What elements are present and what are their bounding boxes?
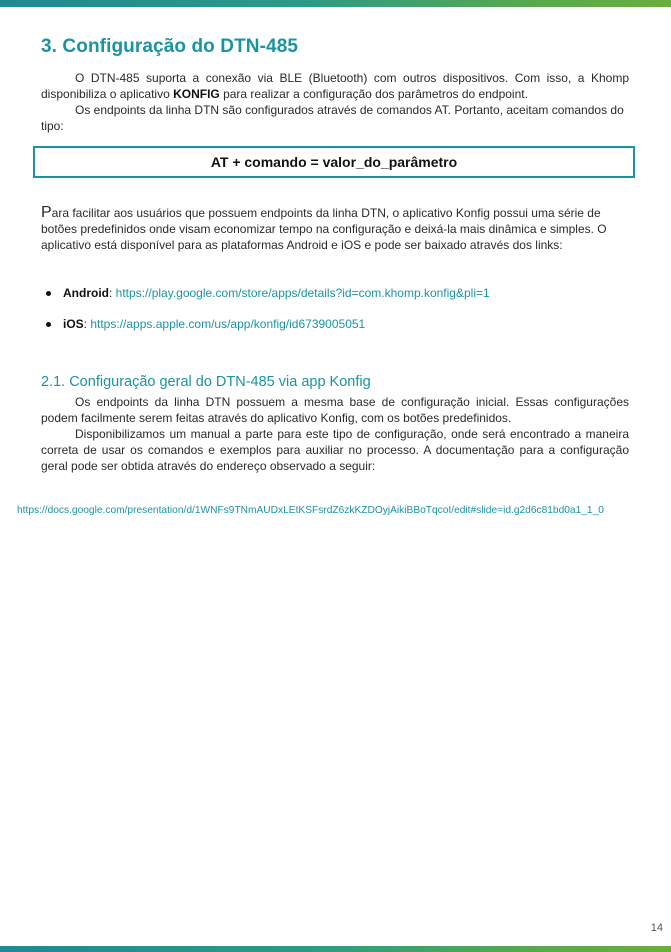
- paragraph-ble-text-start: O DTN-485 suporta a conexão via BLE (Bluetooth) com outros dispositivos. Com isso, a Khomp disponibiliza o aplicativo: [41, 71, 629, 101]
- section-intro: [41, 36, 629, 134]
- paragraph-at-commands: Os endpoints da linha DTN são configurados através de comandos AT. Portanto, aceitam comandos do tipo:: [41, 103, 624, 133]
- bullet-icon: [46, 291, 51, 296]
- paragraph-ble-text-end: para realizar a configuração dos parâmetros do endpoint.: [219, 87, 528, 101]
- intro-first-letter: P: [41, 204, 52, 221]
- at-command-box: [33, 146, 635, 178]
- bullet-icon: [46, 322, 51, 327]
- paragraph-base-config: Os endpoints da linha DTN possuem a mesma base de configuração inicial. Essas configurações podem facilmente serem feitas através do aplicativo Konfig, com os botões predefinidos.: [41, 395, 629, 425]
- list-item-ios: [41, 316, 631, 332]
- konfig-app-name: KONFIG: [173, 87, 220, 101]
- bottom-gradient-bar: [0, 946, 671, 952]
- list-item-android: [41, 285, 631, 301]
- page-number: 14: [650, 922, 663, 934]
- top-gradient-bar: [0, 0, 671, 7]
- intro-text: ara facilitar aos usuários que possuem endpoints da linha DTN, o aplicativo Konfig possui uma série de botões predefinidos onde visam economizar tempo na configuração e deixá-la mais dinâmica e simples. O aplicativo está disponível para as plataformas Android e iOS e pode ser baixado através dos links:: [41, 206, 607, 252]
- paragraph-konfig-intro: [41, 205, 622, 253]
- subsection-general-config: [41, 374, 629, 474]
- android-store-link[interactable]: https://play.google.com/store/apps/details?id=com.khomp.konfig&pli=1: [115, 286, 490, 300]
- ios-separator: :: [83, 317, 91, 331]
- paragraph-ble: [41, 70, 629, 102]
- at-command-syntax: AT + comando = valor_do_parâmetro: [210, 154, 458, 170]
- ios-store-link[interactable]: https://apps.apple.com/us/app/konfig/id6739005051: [90, 317, 366, 331]
- subsection-title: 2.1. Configuração geral do DTN-485 via app Konfig: [41, 374, 371, 390]
- download-links-list: [41, 285, 631, 332]
- paragraph-manual: Disponibilizamos um manual a parte para este tipo de configuração, onde será encontrado a maneira correta de usar os comandos e exemplos para auxiliar no processo. A documentação para a configuração geral pode ser obtida através do endereço observado a seguir:: [41, 427, 629, 473]
- ios-label: iOS: [63, 317, 84, 331]
- android-separator: :: [109, 286, 116, 300]
- android-label: Android: [63, 286, 109, 300]
- documentation-link[interactable]: https://docs.google.com/presentation/d/1WNFs9TNmAUDxLEtKSFsrdZ6zkKZDOyjAikiBBoTqcoI/edit#slide=id.g2d6c81bd0a1_1_0: [17, 505, 604, 516]
- section-title: 3. Configuração do DTN-485: [41, 36, 299, 57]
